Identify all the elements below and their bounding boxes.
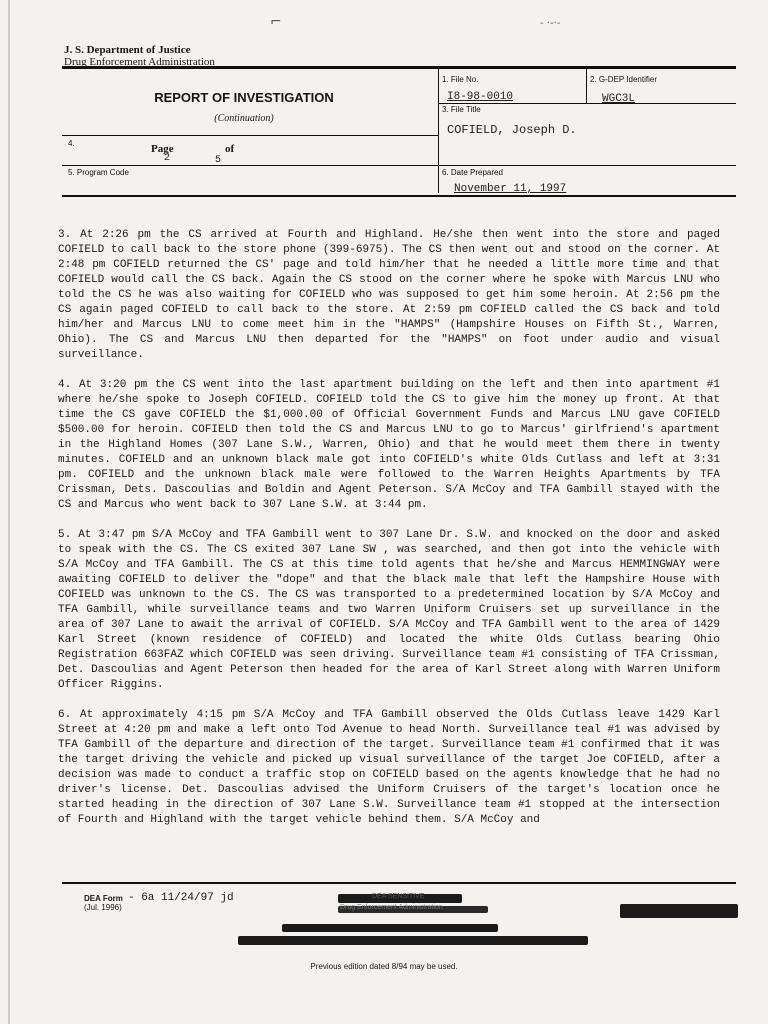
form-divider <box>62 135 438 136</box>
gdep-value: WGC3L <box>602 93 636 105</box>
page-number: 2 <box>164 153 171 164</box>
report-header-form <box>62 66 736 197</box>
paragraph-6: 6. At approximately 4:15 pm S/A McCoy and TFA Gambill observed the Olds Cutlass leave 1429 Karl Street at 4:20 pm and make a left onto Tod Avenue to head North. Surveillance teal #1 was advised by TFA Gambill of the departure and direction of the target. Surveillance team #1 confirmed that it was the target driving the vehicle and picked up visual surveillance of the target Joe COFIELD, after a decision was made to conduct a traffic stop on COFIELD based on the agents knowledge that he had no driver's license. Det. Dascoulias advised the Uniform Cruisers of the target's location once he started heading in the direction of 307 Lane S.W. Surveillance team #1 stopped at the intersection of Fourth and Highland with the target vehicle behind them. S/A McCoy and <box>58 709 720 826</box>
report-title: REPORT OF INVESTIGATION <box>154 90 334 105</box>
form-label: DEA Form <box>84 894 123 903</box>
scan-mark: ⌐ <box>270 14 282 30</box>
form-date: (Jul. 1996) <box>84 903 122 912</box>
date-prepared-value: November 11, 1997 <box>454 183 567 195</box>
file-title-value: COFIELD, Joseph D. <box>447 123 577 137</box>
agency-line1: J. S. Department of Justice <box>64 44 191 56</box>
program-code-label: 5. Program Code <box>68 168 129 177</box>
paragraph-5: 5. At 3:47 pm S/A McCoy and TFA Gambill went to 307 Lane Dr. S.W. and knocked on the door and asked to speak with the CS. The CS exited 307 Lane SW , was searched, and then got into the vehicle with S/A McCoy and TFA Gambill. The CS at this time told agents that he/she and Marcus HEMMINGWAY were awaiting COFIELD to deliver the "dope" and that the black male that left the Hampshire House with COFIELD was unknown to the CS. The CS was transported to a predetermined location by S/A McCoy and TFA Gambill, while surveillance teams and two Warren Uniform Cruisers set up surveillance in the area of 307 Lane to await the arrival of COFIELD. S/A McCoy and TFA Gambill went to the area of 1429 Karl Street (known residence of COFIELD) and located the white Olds Cutlass bearing Ohio Registration 663FAZ which COFIELD was seen driving. Surveillance team #1 consisting of TFA Crissman, Det. Dascoulias and Agent Peterson then headed for the area of Karl Street along with Warren Uniform Officer Riggins. <box>58 529 720 691</box>
report-subtitle: (Continuation) <box>214 113 274 124</box>
gdep-label: 2. G-DEP Identifier <box>590 75 657 84</box>
report-body <box>58 228 720 843</box>
redaction-bar <box>238 936 588 945</box>
date-prepared-label: 6. Date Prepared <box>442 168 503 177</box>
redacted-line1: DEA SENSITIVE <box>372 893 425 900</box>
redacted-line2: Drug Enforcement Administration <box>340 904 443 911</box>
form-divider <box>62 165 736 166</box>
page-total: 5 <box>215 155 222 166</box>
file-no-value: I8-98-0010 <box>447 91 514 103</box>
file-no-label: 1. File No. <box>442 75 479 84</box>
box4-label: 4. <box>68 139 75 148</box>
agency-header <box>64 44 215 68</box>
scan-edge <box>8 0 10 1024</box>
file-title-label: 3. File Title <box>442 105 481 114</box>
of-label: of <box>225 143 235 155</box>
previous-edition-note: Previous edition dated 8/94 may be used. <box>310 962 458 971</box>
form-id: - 6a 11/24/97 jd <box>128 892 234 904</box>
redaction-bar <box>282 924 498 932</box>
redaction-bar <box>620 904 738 918</box>
form-divider <box>438 69 439 193</box>
agency-line2: Drug Enforcement Administration <box>64 56 215 68</box>
paragraph-4: 4. At 3:20 pm the CS went into the last apartment building on the left and then into apartment #1 where he/she spoke to Joseph COFIELD. COFIELD told the CS to give him the money up front. At that time the CS gave COFIELD the $1,000.00 of Official Government Funds and Marcus LNU gave COFIELD $500.00 for heroin. COFIELD then told the CS and Marcus LNU to go to Marcus' girlfriend's apartment in the Highland Homes (307 Lane S.W., Warren, Ohio) and that he would meet them there in twenty minutes. COFIELD and an unknown black male got into COFIELD's white Olds Cutlass and left at 3:31 pm. COFIELD and the unknown black male were followed to the Warren Heights Apartments by TFA Crissman, Dets. Dascoulias and Boldin and Agent Peterson. S/A McCoy and TFA Gambill stayed with the CS and Marcus who went back to 307 Lane S.W. at 3:44 pm. <box>58 379 720 511</box>
form-divider <box>438 103 736 104</box>
paragraph-3: 3. At 2:26 pm the CS arrived at Fourth and Highland. He/she then went into the store and paged COFIELD to call back to the store phone (399-6975). The CS then went out and stood on the corner. At 2:48 pm COFIELD returned the CS' page and told him/her that he needed a little more time and that COFIELD would call the CS back. Again the CS stood on the corner where he spoke with Marcus LNU who told the CS he was also waiting for COFIELD who was supposed to get him some heroin. At 2:56 pm the CS again paged COFIELD to call back to the store. At 2:59 pm COFIELD called the CS back and told him/her and Marcus LNU to come meet him in the "HAMPS" (Hampshire Houses on Fifth St., Warren, Ohio). The CS and Marcus LNU then departed for the "HAMPS" on foot under audio and visual surveillance. <box>58 229 720 361</box>
footer-rule <box>62 882 736 884</box>
form-number <box>84 894 123 912</box>
page-label: Page <box>151 143 174 155</box>
scan-mark: - ·-·- <box>540 18 561 29</box>
form-divider <box>586 69 587 103</box>
